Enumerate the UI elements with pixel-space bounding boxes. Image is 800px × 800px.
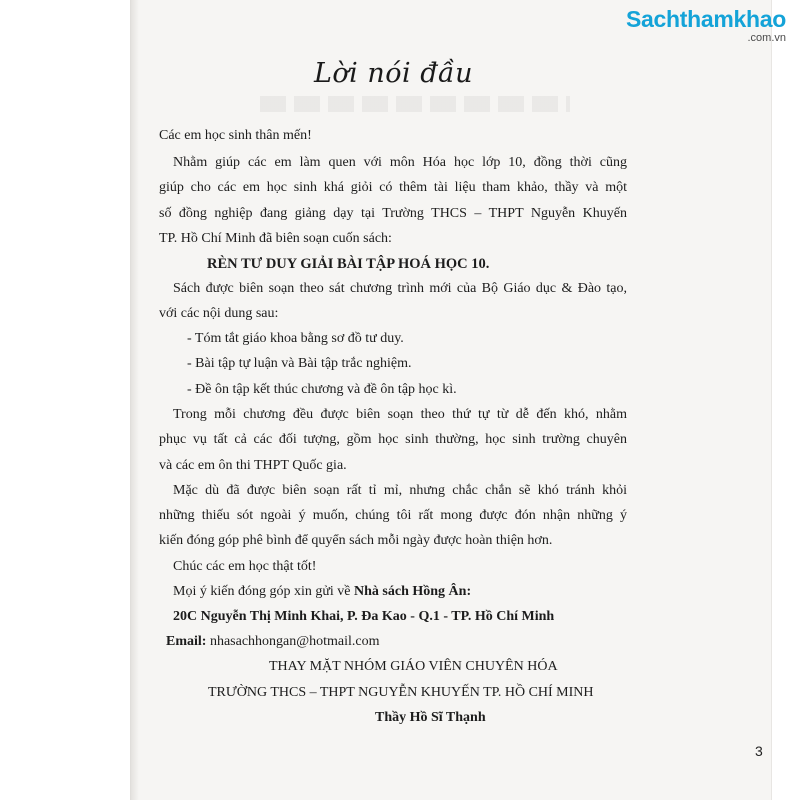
signature-title-line-1: THAY MẶT NHÓM GIÁO VIÊN CHUYÊN HÓA — [269, 659, 558, 674]
contact-line — [173, 583, 471, 601]
paragraph-line: Nhằm giúp các em làm quen với môn Hóa học lớp 10, đồng thời cũng — [173, 155, 627, 170]
paragraph-line: với các nội dung sau: — [159, 306, 279, 321]
watermark-domain: .com.vn — [747, 32, 786, 44]
publisher-name: Nhà sách Hồng Ân: — [354, 584, 472, 599]
paragraph-line: Trong mỗi chương đều được biên soạn theo thứ tự từ dễ đến khó, nhằm — [173, 407, 627, 422]
bleed-through-text — [260, 96, 570, 112]
list-item: - Bài tập tự luận và Bài tập trắc nghiệm. — [187, 356, 412, 371]
paragraph-line: những thiếu sót ngoài ý muốn, chúng tôi rất mong được đón nhận những ý — [159, 508, 627, 523]
paragraph-line: kiến đóng góp phê bình để quyển sách mỗi ngày được hoàn thiện hơn. — [159, 533, 553, 548]
book-page — [131, 0, 771, 800]
email-line — [166, 633, 380, 651]
greeting: Các em học sinh thân mến! — [159, 128, 312, 143]
paragraph-line: TP. Hồ Chí Minh đã biên soạn cuốn sách: — [159, 231, 392, 246]
list-item: - Tóm tắt giáo khoa bằng sơ đồ tư duy. — [187, 331, 404, 346]
book-title: RÈN TƯ DUY GIẢI BÀI TẬP HOÁ HỌC 10. — [207, 256, 490, 272]
signature-title-line-2: TRƯỜNG THCS – THPT NGUYỄN KHUYẾN TP. HỒ CHÍ MINH — [208, 685, 594, 700]
email-label: Email: — [166, 634, 207, 649]
page-number: 3 — [755, 743, 763, 759]
email-address: nhasachhongan@hotmail.com — [206, 634, 380, 649]
paragraph-line: giúp cho các em học sinh khá giỏi có thêm tài liệu tham khảo, thầy và một — [159, 180, 627, 195]
paragraph-line: Mặc dù đã được biên soạn rất tỉ mỉ, nhưng chắc chắn sẽ khó tránh khỏi — [173, 483, 627, 498]
closing-wish: Chúc các em học thật tốt! — [173, 559, 317, 574]
page-title: Lời nói đầu — [314, 58, 473, 89]
contact-intro: Mọi ý kiến đóng góp xin gửi về — [173, 584, 355, 599]
publisher-address: 20C Nguyễn Thị Minh Khai, P. Đa Kao - Q.1 - TP. Hồ Chí Minh — [173, 609, 555, 624]
watermark-brand: Sachthamkhao — [625, 6, 786, 32]
paragraph-line: Sách được biên soạn theo sát chương trình mới của Bộ Giáo dục & Đào tạo, — [173, 281, 627, 296]
paragraph-line: số đồng nghiệp đang giảng dạy tại Trường THCS – THPT Nguyễn Khuyến — [159, 206, 627, 221]
page-gutter-shadow — [131, 0, 139, 800]
signer-name: Thầy Hồ Sĩ Thạnh — [375, 710, 486, 725]
list-item: - Đề ôn tập kết thúc chương và đề ôn tập học kì. — [187, 382, 457, 397]
paragraph-line: phục vụ tất cả các đối tượng, gồm học sinh thường, học sinh trường chuyên — [159, 432, 627, 447]
watermark-logo — [626, 8, 786, 44]
paragraph-line: và các em ôn thi THPT Quốc gia. — [159, 458, 347, 473]
